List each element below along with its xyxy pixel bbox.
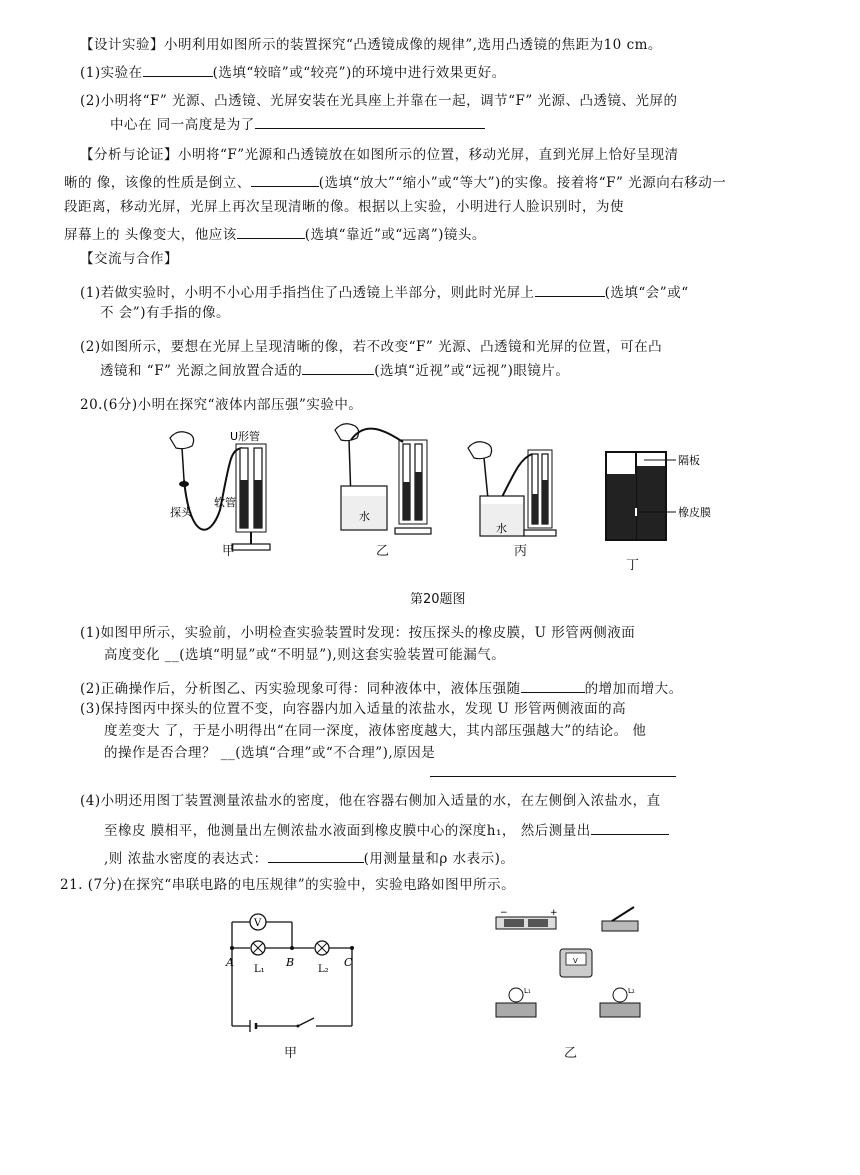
probe-label: 探头 [170,506,192,519]
answer-blank-reason[interactable] [430,762,676,777]
text: (选填“放大”“缩小”或“等大”)的实像。接着将“F” 光源向右移动一 [318,175,727,191]
u-tube-label: U形管 [230,430,261,443]
figure-yi-label: 乙 [376,544,390,559]
text: 中心在 同一高度是为了 [110,117,255,133]
analysis-line3: 段距离，移动光屏，光屏上再次呈现清晰的像。根据以上实验，小明进行人脸识别时，为使 [64,199,624,215]
probe-head [179,481,189,487]
analysis-line1: 【分析与论证】小明将“F”光源和凸透镜放在如图所示的位置，移动光屏，直到光屏上恰好呈现清 [80,147,679,163]
design-q1 [80,62,506,82]
components-yi-label: 乙 [564,1046,578,1061]
soft-tube [184,448,242,530]
point-c: C [344,956,353,969]
answer-blank[interactable] [237,224,305,239]
answer-blank[interactable] [255,114,485,129]
q20-p1-line2: 高度变化 __(选填“明显”或“不明显”),则这套实验装置可能漏气。 [104,647,506,663]
svg-text:+: + [550,908,558,918]
figure-caption: 第20题图 [410,592,466,607]
text: (1)若做实验时，小明不小心用手指挡住了凸透镜上半部分，则此时光屏上 [80,285,535,301]
water-right [637,466,665,539]
text: (1)实验在 [80,65,143,81]
text: (选填“较暗”或“较亮”)的环境中进行效果更好。 [212,65,506,81]
design-q2-line1: (2)小明将“F” 光源、凸透镜、光屏安装在光具座上并靠在一起，调节“F” 光源、凸透镜、光屏的 [80,93,678,109]
figure-yi [325,420,445,540]
probe-rod [182,448,184,480]
liquid-right [254,480,262,528]
text: (选填“靠近”或“远离”)镜头。 [304,227,486,243]
q20-p3-line2: 度差变大 了，于是小明得出“在同一深度，液体密度越大，其内部压强越大”的结论。 他 [104,723,647,739]
circuit-jia [210,900,370,1035]
figure-ding [600,446,720,546]
lamp-l1-label: L₁ [254,964,265,975]
exchange-q2-line1: (2)如图所示，要想在光屏上呈现清晰的像，若不改变“F” 光源、凸透镜和光屏的位置，可在凸 [80,339,663,355]
partition-label: 隔板 [678,454,700,467]
stand-base [232,544,270,550]
figure-bing-label: 丙 [514,544,528,559]
hand-icon [335,424,359,441]
text: 透镜和 “F” 光源之间放置合适的 [100,363,303,379]
q20-p4-line1: (4)小明还用图丁装置测量浓盐水的密度，他在容器右侧加入适量的水，在左侧倒入浓盐水，直 [80,793,661,809]
q20-heading: 20.(6分)小明在探究“液体内部压强”实验中。 [80,397,363,413]
text: 的增加而增大。 [584,681,683,697]
figure-bing [462,440,562,540]
figure-ding-label: 丁 [626,558,640,573]
lamp-l2-icon-label: L₂ [628,987,635,995]
lamp-l2-icon [600,1003,640,1017]
exchange-heading: 【交流与合作】 [80,251,178,267]
design-q2-line2 [110,114,485,134]
q20-p3-line3: 的操作是否合理？ __(选填“合理”或“不合理”),原因是 [104,745,436,761]
hand-icon [468,442,492,459]
text: 至橡皮 膜相平，他测量出左侧浓盐水液面到橡皮膜中心的深度h₁， 然后测量出 [104,823,591,839]
analysis-line4 [64,224,486,244]
text: ,则 浓盐水密度的表达式： [104,851,268,867]
lamp-l2-label: L₂ [318,964,329,975]
soft-tube-label: 软管 [214,496,236,509]
point-b: B [286,956,295,969]
liquid-left [240,480,248,528]
figure-jia [150,420,280,560]
hand-icon [170,432,194,449]
text: 屏幕上的 头像变大，他应该 [64,227,237,243]
switch [298,1018,314,1026]
answer-blank[interactable] [251,172,319,187]
exchange-q1-line1 [80,282,689,302]
analysis-line2 [64,172,726,192]
lamp-l1-icon-label: L₁ [524,987,531,995]
q21-heading: 21. (7分)在探究“串联电路的电压规律”的实验中，实验电路如图甲所示。 [60,877,516,893]
text: (选填“近视”或“远视”)眼镜片。 [374,363,570,379]
q20-p1-line1: (1)如图甲所示，实验前，小明检查实验装置时发现：按压探头的橡皮膜，U 形管两侧液面 [80,625,636,641]
brine [607,474,636,539]
svg-text:−: − [500,908,508,918]
text: (2)正确操作后，分析图乙、丙实验现象可得：同种液体中，液体压强随 [80,681,521,697]
q20-p2 [80,678,683,698]
answer-blank[interactable] [535,282,605,297]
voltmeter-icon-label: V [573,957,578,965]
point-a: A [226,956,234,969]
exchange-q2-line2 [100,360,569,380]
answer-blank[interactable] [591,820,669,835]
components-yi [490,905,670,1030]
answer-blank[interactable] [521,678,585,693]
voltmeter-label: V [254,918,262,929]
figure-jia-label: 甲 [222,544,236,559]
q20-p4-line2 [104,820,669,840]
q20-p3-line1: (3)保持图丙中探头的位置不变，向容器内加入适量的浓盐水，发现 U 形管两侧液面的高 [80,701,627,717]
water-label: 水 [359,510,370,523]
q20-p4-line3 [104,848,514,868]
design-heading: 【设计实验】小明利用如图所示的装置探究“凸透镜成像的规律”,选用凸透镜的焦距为10 cm。 [80,37,662,53]
answer-blank[interactable] [268,848,364,863]
switch-icon [602,921,638,931]
exchange-q1-line2: 不 会”)有手指的像。 [100,305,230,321]
circuit-jia-label: 甲 [284,1046,298,1061]
text: (用测量量和ρ 水表示)。 [363,851,515,867]
text: (选填“会”或“ [604,285,689,301]
answer-blank[interactable] [143,62,213,77]
text: 晰的 像，该像的性质是倒立、 [64,175,251,191]
lamp-l1-icon [496,1003,536,1017]
water-label: 水 [496,522,507,535]
membrane-label: 橡皮膜 [678,506,711,519]
answer-blank[interactable] [302,360,374,375]
